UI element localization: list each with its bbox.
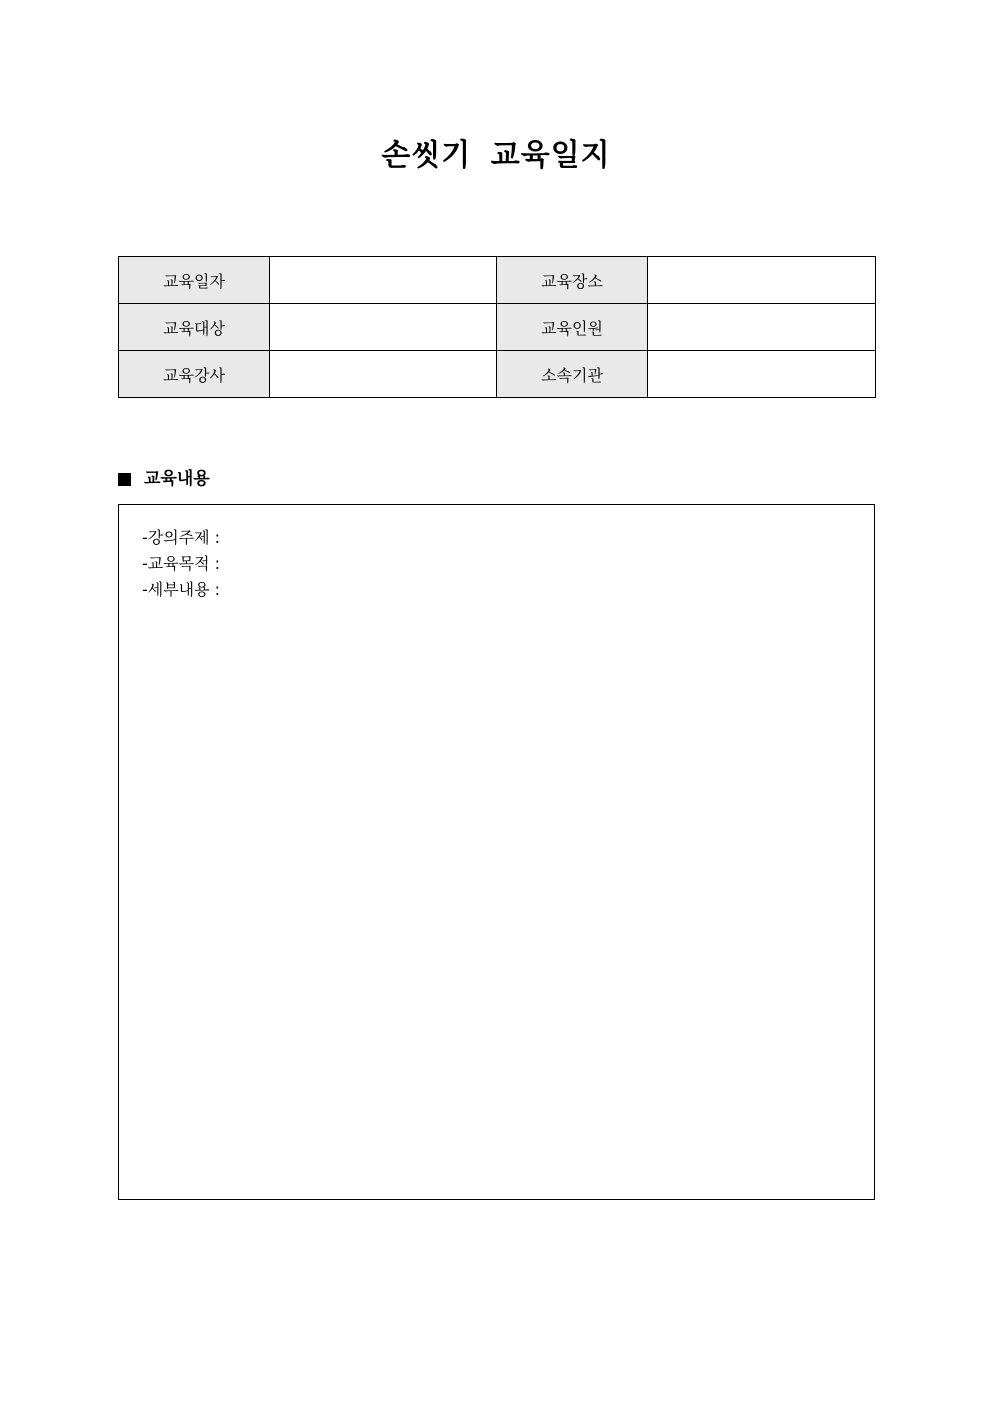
content-box[interactable] (118, 504, 875, 1200)
table-row (119, 351, 876, 398)
content-lines (142, 525, 220, 603)
content-line-purpose: -교육목적 : (142, 554, 221, 573)
value-cell[interactable] (270, 351, 497, 398)
value-cell[interactable] (648, 351, 876, 398)
label-cell: 교육일자 (119, 257, 270, 304)
content-line-topic: -강의주제 : (142, 528, 221, 547)
value-cell[interactable] (270, 257, 497, 304)
label-cell: 교육강사 (119, 351, 270, 398)
section-heading (118, 466, 210, 492)
table-row (119, 304, 876, 351)
value-cell[interactable] (648, 304, 876, 351)
content-line-details: -세부내용 : (142, 580, 221, 599)
value-cell[interactable] (270, 304, 497, 351)
label-cell: 교육인원 (497, 304, 648, 351)
section-heading-label: 교육내용 (144, 469, 210, 489)
label-cell: 교육장소 (497, 257, 648, 304)
table-row (119, 257, 876, 304)
label-cell: 소속기관 (497, 351, 648, 398)
page-title: 손씻기 교육일지 (381, 138, 611, 173)
info-table (118, 256, 876, 398)
label-cell: 교육대상 (119, 304, 270, 351)
value-cell[interactable] (648, 257, 876, 304)
square-bullet-icon (118, 473, 131, 486)
